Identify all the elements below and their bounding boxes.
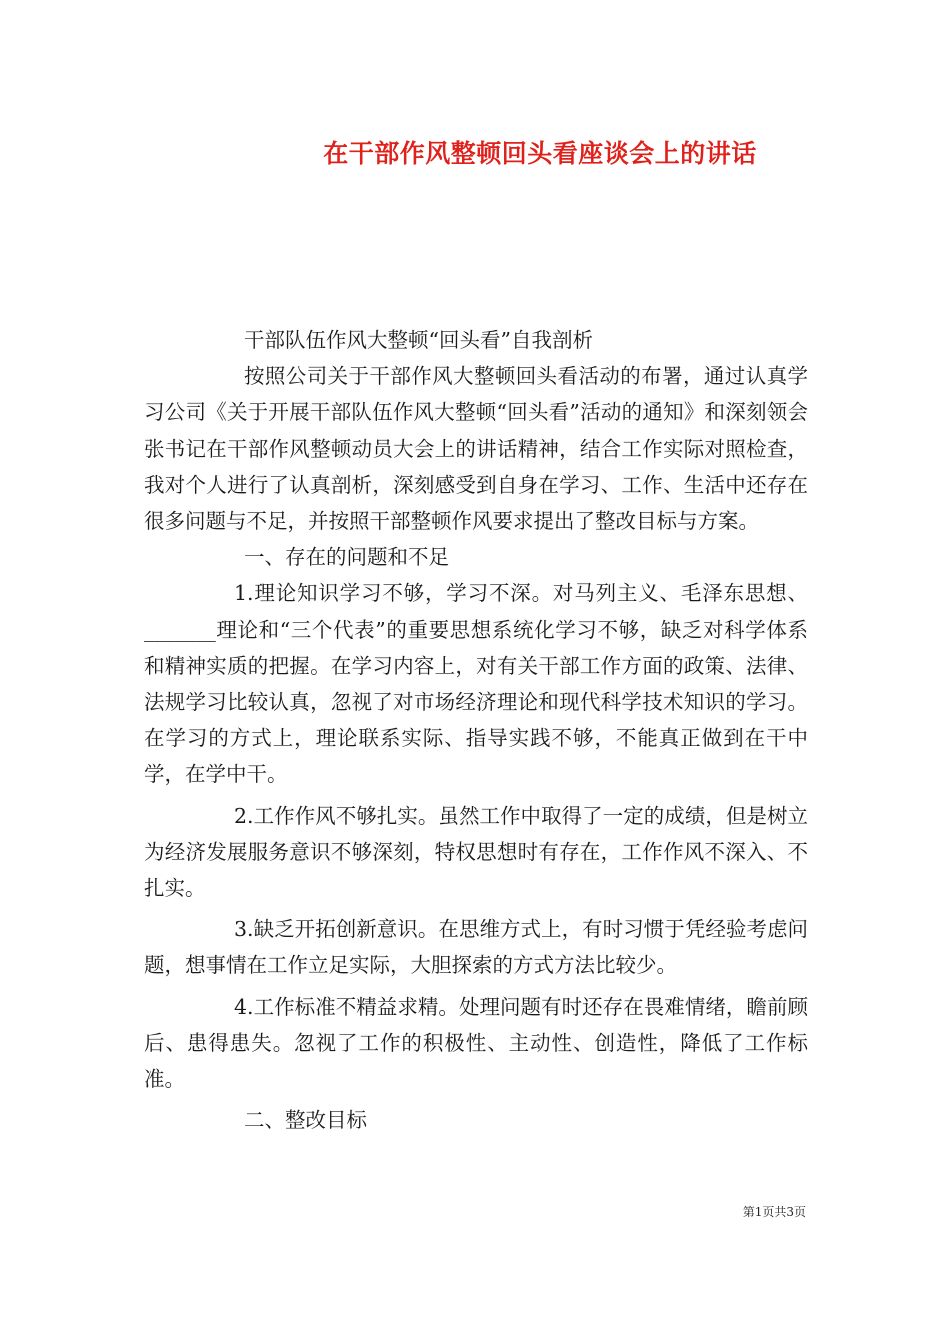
document-body [144,322,808,1138]
problem-item-3: 3.缺乏开拓创新意识。在思维方式上，有时习惯于凭经验考虑问题，想事情在工作立足实际，大胆探索的方式方法比较少。 [144,917,808,978]
section-heading-goals: 二、整改目标 [244,1108,367,1133]
problem-item-4: 4.工作标准不精益求精。处理问题有时还存在畏难情绪，瞻前顾后、患得患失。忽视了工作的积极性、主动性、创造性，降低了工作标准。 [144,994,808,1092]
intro-paragraph: 按照公司关于干部作风大整顿回头看活动的布署，通过认真学习公司《关于开展干部队伍作风大整顿“回头看”活动的通知》和深刻领会张书记在干部作风整顿动员大会上的讲话精神，结合工作实际对照检查，我对个人进行了认真剖析，深刻感受到自身在学习、工作、生活中还存在很多问题与不足，并按照干部整顿作风要求提出了整改目标与方案。 [144,364,808,534]
document-title: 在干部作风整顿回头看座谈会上的讲话 [323,139,757,168]
problem-item-2: 2.工作作风不够扎实。虽然工作中取得了一定的成绩，但是树立为经济发展服务意识不够深刻，特权思想时有存在，工作作风不深入、不扎实。 [144,803,808,901]
problem-item-1: 1.理论知识学习不够，学习不深。对马列主义、毛泽东思想、_______理论和“三个代表”的重要思想系统化学习不够，缺乏对科学体系和精神实质的把握。在学习内容上，对有关干部工作方面的政策、法律、法规学习比较认真，忽视了对市场经济理论和现代科学技术知识的学习。在学习的方式上，理论联系实际、指导实践不够，不能真正做到在干中学，在学中干。 [144,581,808,787]
page-number: 第1页共3页 [742,1205,806,1219]
subtitle: 干部队伍作风大整顿“回头看”自我剖析 [244,328,593,352]
section-heading-problems: 一、存在的问题和不足 [244,545,449,570]
